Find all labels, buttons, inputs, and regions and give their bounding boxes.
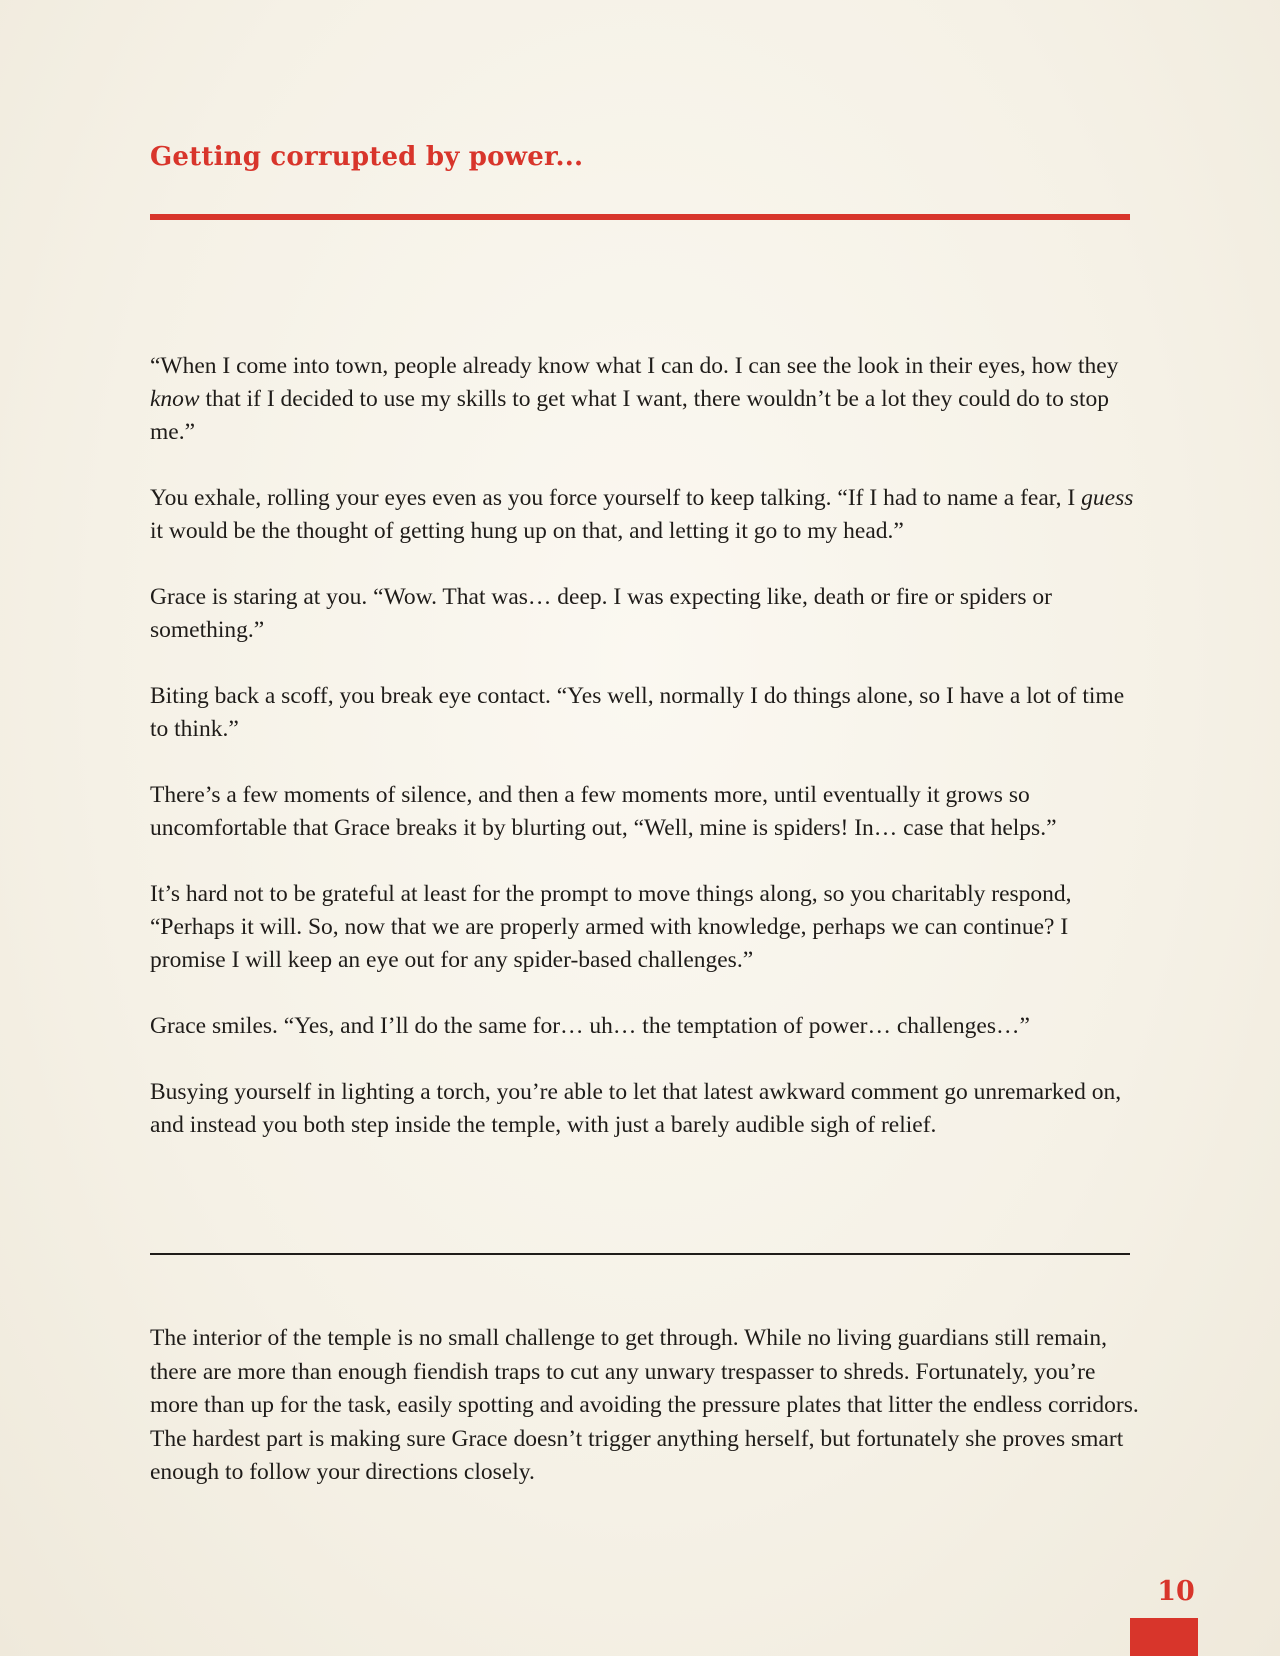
page-number: 10 [1157, 1576, 1195, 1607]
paragraph-text: Grace is staring at you. “Wow. That was… deep. I was expecting like, death or fire or spiders or something.” [150, 584, 1052, 643]
story-paragraph [150, 581, 1140, 647]
story-paragraph [150, 1010, 1140, 1043]
page-corner-tab [1130, 1618, 1198, 1656]
emphasized-text: know [150, 386, 200, 412]
heading-rule [150, 214, 1130, 220]
story-paragraph [150, 878, 1140, 977]
story-paragraph [150, 779, 1140, 845]
story-paragraph [150, 482, 1140, 548]
paragraph-text: Biting back a scoff, you break eye contact. “Yes well, normally I do things alone, so I have a lot of time to think.” [150, 683, 1125, 742]
story-paragraph [150, 1076, 1140, 1142]
section-heading: Getting corrupted by power... [150, 142, 584, 172]
paragraph-text: Grace smiles. “Yes, and I’ll do the same for… uh… the temptation of power… challenges…” [150, 1013, 1030, 1039]
paragraph-text: It’s hard not to be grateful at least for the prompt to move things along, so you charitably respond, “Perhaps it will. So, now that we are properly armed with knowledge, perhaps we can continue? I promise I will keep an eye out for any spider-based challenges.” [150, 881, 1072, 973]
paragraph-text: “When I come into town, people already know what I can do. I can see the look in their eyes, how they [150, 353, 1119, 379]
paragraph-text: it would be the thought of getting hung up on that, and letting it go to my head.” [150, 518, 904, 544]
scene-break-rule [150, 1253, 1130, 1255]
story-paragraph: The interior of the temple is no small challenge to get through. While no living guardians still remain, there are more than enough fiendish traps to cut any unwary trespasser to shreds. Fortunately, you’re more than up for the task, easily spotting and avoiding the pressure plates that litter the endless corridors. The hardest part is making sure Grace doesn’t trigger anything herself, but fortunately she proves smart enough to follow your directions closely. [150, 1325, 1139, 1485]
story-paragraph [150, 680, 1140, 746]
paragraph-text: You exhale, rolling your eyes even as you force yourself to keep talking. “If I had to name a fear, I [150, 485, 1082, 511]
story-text [150, 350, 1140, 1175]
paragraph-text: Busying yourself in lighting a torch, you’re able to let that latest awkward comment go unremarked on, and instead you both step inside the temple, with just a barely audible sigh of relief. [150, 1079, 1122, 1138]
emphasized-text: guess [1081, 485, 1134, 511]
paragraph-text: that if I decided to use my skills to get what I want, there wouldn’t be a lot they could do to stop me.” [150, 386, 1109, 445]
story-paragraph [150, 350, 1140, 449]
continued-story-text [150, 1322, 1140, 1490]
paragraph-text: There’s a few moments of silence, and then a few moments more, until eventually it grows so uncomfortable that Grace breaks it by blurting out, “Well, mine is spiders! In… case that helps.” [150, 782, 1057, 841]
